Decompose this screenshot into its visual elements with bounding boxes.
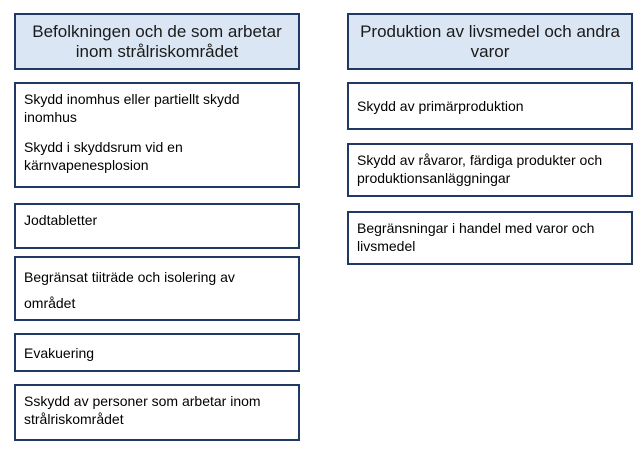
measure-restricted-access-text: Begränsat tiiträde och isolering av området (24, 269, 235, 311)
measure-worker-protection (14, 384, 300, 441)
measure-worker-protection-text: Sskydd av personer som arbetar inom strålriskområdet (24, 393, 261, 427)
measure-evacuation-text: Evakuering (24, 344, 95, 361)
measure-shelter-indoor: Skydd inomhus eller partiellt skydd inomhus (24, 91, 240, 125)
measure-iodine-text: Jodtabletter (24, 212, 98, 228)
header-production (347, 13, 633, 70)
header-population-text: Befolkningen och de som arbetar inom strålriskområdet (32, 21, 282, 61)
measure-primary-production-text: Skydd av primärproduktion (357, 98, 524, 114)
measure-trade-restrictions (347, 211, 633, 265)
measure-restricted-access (14, 256, 300, 321)
header-population (14, 13, 300, 70)
measure-shelter (14, 82, 300, 188)
measure-shelter-nuclear: Skydd i skyddsrum vid en kärnvapenesplosion (24, 139, 183, 173)
header-production-text: Produktion av livsmedel och andra varor (360, 21, 620, 61)
measure-iodine (14, 203, 300, 249)
measure-primary-production (347, 82, 633, 130)
measure-trade-restrictions-text: Begränsningar i handel med varor och livsmedel (357, 220, 595, 254)
measure-raw-materials-text: Skydd av råvaror, färdiga produkter och produktionsanläggningar (357, 152, 603, 186)
measure-evacuation (14, 333, 300, 372)
measure-raw-materials (347, 143, 633, 197)
